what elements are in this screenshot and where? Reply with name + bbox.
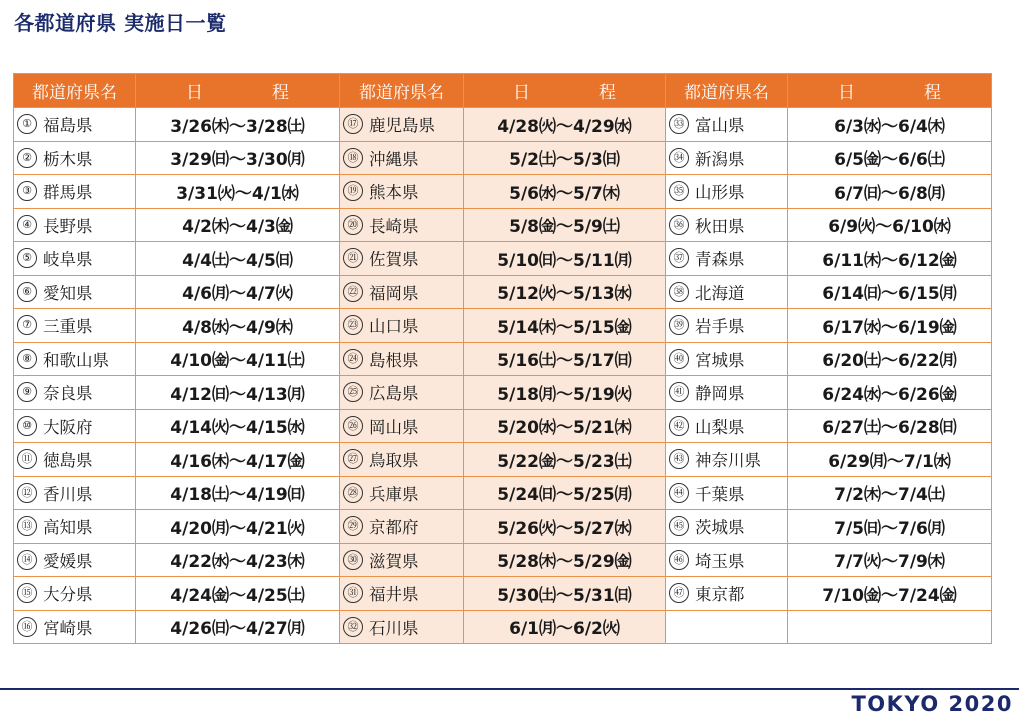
prefecture-cell — [340, 141, 464, 175]
prefecture-name: 島根県 — [369, 350, 419, 370]
prefecture-name: 福岡県 — [369, 283, 419, 303]
schedule-date: 5/16㈯～5/17㈰ — [464, 342, 666, 376]
schedule-date: 6/11㈭～6/12㈮ — [788, 242, 992, 276]
prefecture-name: 岡山県 — [369, 417, 419, 437]
prefecture-cell — [14, 141, 136, 175]
header-prefecture-1: 都道府県名 — [14, 74, 136, 108]
table-row — [14, 610, 992, 644]
prefecture-cell — [666, 242, 788, 276]
order-number-badge: ㊺ — [669, 516, 689, 536]
order-number-badge: ㉜ — [343, 617, 363, 637]
schedule-date: 7/2㈭～7/4㈯ — [788, 476, 992, 510]
prefecture-cell — [340, 376, 464, 410]
table-body — [14, 108, 992, 644]
schedule-date: 5/14㈭～5/15㈮ — [464, 309, 666, 343]
prefecture-name: 香川県 — [43, 484, 93, 504]
prefecture-name: 奈良県 — [43, 384, 93, 404]
schedule-date: 6/9㈫～6/10㈬ — [788, 208, 992, 242]
schedule-date: 4/14㈫～4/15㈬ — [136, 409, 340, 443]
schedule-date: 6/3㈬～6/4㈭ — [788, 108, 992, 142]
prefecture-cell — [666, 543, 788, 577]
order-number-badge: ⑰ — [343, 114, 363, 134]
schedule-date: 4/26㈰～4/27㈪ — [136, 610, 340, 644]
table-row — [14, 376, 992, 410]
schedule-date: 5/12㈫～5/13㈬ — [464, 275, 666, 309]
order-number-badge: ㉕ — [343, 382, 363, 402]
order-number-badge: ㉓ — [343, 315, 363, 335]
prefecture-cell — [340, 108, 464, 142]
prefecture-cell — [666, 175, 788, 209]
schedule-date: 7/10㈮～7/24㈮ — [788, 577, 992, 611]
schedule-date: 4/28㈫～4/29㈬ — [464, 108, 666, 142]
prefecture-name: 佐賀県 — [369, 250, 419, 270]
prefecture-name: 宮城県 — [695, 350, 745, 370]
schedule-date: 4/16㈭～4/17㈮ — [136, 443, 340, 477]
schedule-date: 4/12㈰～4/13㈪ — [136, 376, 340, 410]
prefecture-cell — [14, 108, 136, 142]
table-header-row — [14, 74, 992, 108]
prefecture-name: 広島県 — [369, 384, 419, 404]
schedule-date: 6/27㈯～6/28㈰ — [788, 409, 992, 443]
prefecture-cell — [14, 275, 136, 309]
schedule-date: 5/20㈬～5/21㈭ — [464, 409, 666, 443]
table-row — [14, 108, 992, 142]
schedule-date: 5/28㈭～5/29㈮ — [464, 543, 666, 577]
prefecture-name: 埼玉県 — [695, 551, 745, 571]
prefecture-cell — [14, 309, 136, 343]
prefecture-name: 群馬県 — [43, 183, 93, 203]
schedule-date: 5/2㈯～5/3㈰ — [464, 141, 666, 175]
order-number-badge: ㉖ — [343, 416, 363, 436]
prefecture-cell — [340, 577, 464, 611]
prefecture-name: 青森県 — [695, 250, 745, 270]
header-prefecture-3: 都道府県名 — [666, 74, 788, 108]
prefecture-name: 滋賀県 — [369, 551, 419, 571]
prefecture-cell — [666, 443, 788, 477]
table-row — [14, 543, 992, 577]
order-number-badge: ⑭ — [17, 550, 37, 570]
schedule-date: 3/29㈰～3/30㈪ — [136, 141, 340, 175]
table-row — [14, 175, 992, 209]
prefecture-name: 徳島県 — [43, 451, 93, 471]
schedule-date: 6/1㈪～6/2㈫ — [464, 610, 666, 644]
order-number-badge: ㉘ — [343, 483, 363, 503]
order-number-badge: ㊹ — [669, 483, 689, 503]
order-number-badge: ⑦ — [17, 315, 37, 335]
prefecture-cell — [666, 510, 788, 544]
prefecture-cell — [666, 275, 788, 309]
order-number-badge: ④ — [17, 215, 37, 235]
prefecture-cell — [14, 543, 136, 577]
prefecture-cell — [14, 510, 136, 544]
order-number-badge: ② — [17, 148, 37, 168]
prefecture-cell — [340, 342, 464, 376]
page-title: 各都道府県 実施日一覧 — [14, 11, 227, 35]
prefecture-name: 大阪府 — [43, 417, 93, 437]
order-number-badge: ㉝ — [669, 114, 689, 134]
table-row — [14, 577, 992, 611]
schedule-date: 7/7㈫～7/9㈭ — [788, 543, 992, 577]
prefecture-cell — [666, 610, 788, 644]
schedule-date: 6/14㈰～6/15㈪ — [788, 275, 992, 309]
order-number-badge: ㉚ — [343, 550, 363, 570]
schedule-date: 7/5㈰～7/6㈪ — [788, 510, 992, 544]
prefecture-name: 北海道 — [695, 283, 745, 303]
order-number-badge: ㉞ — [669, 148, 689, 168]
prefecture-name: 愛媛県 — [43, 551, 93, 571]
schedule-date: 3/26㈭～3/28㈯ — [136, 108, 340, 142]
order-number-badge: ⑯ — [17, 617, 37, 637]
order-number-badge: ㊴ — [669, 315, 689, 335]
prefecture-cell — [14, 242, 136, 276]
schedule-date: 5/8㈮～5/9㈯ — [464, 208, 666, 242]
schedule-date: 4/20㈪～4/21㈫ — [136, 510, 340, 544]
schedule-date: 4/24㈮～4/25㈯ — [136, 577, 340, 611]
schedule-date: 5/22㈮～5/23㈯ — [464, 443, 666, 477]
prefecture-cell — [14, 342, 136, 376]
schedule-date: 6/20㈯～6/22㈪ — [788, 342, 992, 376]
order-number-badge: ⑲ — [343, 181, 363, 201]
prefecture-cell — [340, 476, 464, 510]
prefecture-name: 静岡県 — [695, 384, 745, 404]
order-number-badge: ⑥ — [17, 282, 37, 302]
table-row — [14, 510, 992, 544]
schedule-date: 5/18㈪～5/19㈫ — [464, 376, 666, 410]
prefecture-name: 京都府 — [369, 518, 419, 538]
prefecture-cell — [14, 610, 136, 644]
prefecture-cell — [340, 275, 464, 309]
prefecture-cell — [666, 342, 788, 376]
prefecture-cell — [666, 141, 788, 175]
schedule-date: 4/2㈭～4/3㈮ — [136, 208, 340, 242]
prefecture-cell — [340, 242, 464, 276]
prefecture-name: 石川県 — [369, 618, 419, 638]
order-number-badge: ㉗ — [343, 449, 363, 469]
header-schedule-3: 日 程 — [788, 74, 992, 108]
prefecture-cell — [666, 208, 788, 242]
prefecture-cell — [666, 409, 788, 443]
prefecture-name: 山口県 — [369, 317, 419, 337]
order-number-badge: ㊼ — [669, 583, 689, 603]
schedule-date: 4/8㈬～4/9㈭ — [136, 309, 340, 343]
prefecture-name: 長崎県 — [369, 216, 419, 236]
order-number-badge: ㊶ — [669, 382, 689, 402]
order-number-badge: ㉙ — [343, 516, 363, 536]
order-number-badge: ⑮ — [17, 583, 37, 603]
prefecture-cell — [340, 175, 464, 209]
prefecture-cell — [666, 577, 788, 611]
order-number-badge: ⑨ — [17, 382, 37, 402]
prefecture-name: 栃木県 — [43, 149, 93, 169]
schedule-date: 4/10㈮～4/11㈯ — [136, 342, 340, 376]
schedule-date: 4/6㈪～4/7㈫ — [136, 275, 340, 309]
table-row — [14, 275, 992, 309]
order-number-badge: ⑫ — [17, 483, 37, 503]
header-prefecture-2: 都道府県名 — [340, 74, 464, 108]
header-schedule-1: 日 程 — [136, 74, 340, 108]
schedule-date: 6/29㈪～7/1㈬ — [788, 443, 992, 477]
prefecture-name: 富山県 — [695, 116, 745, 136]
order-number-badge: ㉑ — [343, 248, 363, 268]
prefecture-name: 長野県 — [43, 216, 93, 236]
prefecture-name: 鳥取県 — [369, 451, 419, 471]
order-number-badge: ⑪ — [17, 449, 37, 469]
prefecture-name: 福島県 — [43, 116, 93, 136]
order-number-badge: ㉛ — [343, 583, 363, 603]
order-number-badge: ⑳ — [343, 215, 363, 235]
prefecture-name: 東京都 — [695, 585, 745, 605]
prefecture-name: 高知県 — [43, 518, 93, 538]
prefecture-cell — [340, 409, 464, 443]
schedule-date: 3/31㈫～4/1㈬ — [136, 175, 340, 209]
prefecture-cell — [666, 108, 788, 142]
table-row — [14, 309, 992, 343]
table-row — [14, 342, 992, 376]
prefecture-name: 千葉県 — [695, 484, 745, 504]
schedule-date: 6/5㈮～6/6㈯ — [788, 141, 992, 175]
prefecture-name: 福井県 — [369, 585, 419, 605]
prefecture-name: 鹿児島県 — [369, 116, 435, 136]
prefecture-cell — [340, 510, 464, 544]
schedule-date: 4/4㈯～4/5㈰ — [136, 242, 340, 276]
order-number-badge: ⑬ — [17, 516, 37, 536]
table-row — [14, 443, 992, 477]
order-number-badge: ㊱ — [669, 215, 689, 235]
schedule-table — [13, 73, 992, 644]
prefecture-name: 熊本県 — [369, 183, 419, 203]
prefecture-name: 宮崎県 — [43, 618, 93, 638]
prefecture-cell — [340, 208, 464, 242]
order-number-badge: ㊲ — [669, 248, 689, 268]
prefecture-name: 山形県 — [695, 183, 745, 203]
table-row — [14, 141, 992, 175]
prefecture-cell — [340, 610, 464, 644]
schedule-date: 4/22㈬～4/23㈭ — [136, 543, 340, 577]
prefecture-cell — [666, 476, 788, 510]
footer-divider — [0, 688, 1019, 690]
schedule-date: 6/24㈬～6/26㈮ — [788, 376, 992, 410]
prefecture-name: 山梨県 — [695, 417, 745, 437]
order-number-badge: ㉔ — [343, 349, 363, 369]
prefecture-name: 愛知県 — [43, 283, 93, 303]
schedule-date: 5/26㈫～5/27㈬ — [464, 510, 666, 544]
prefecture-name: 和歌山県 — [43, 350, 109, 370]
prefecture-cell — [14, 409, 136, 443]
table-row — [14, 242, 992, 276]
schedule-date: 6/7㈰～6/8㈪ — [788, 175, 992, 209]
prefecture-cell — [14, 577, 136, 611]
prefecture-cell — [14, 476, 136, 510]
order-number-badge: ⑤ — [17, 248, 37, 268]
header-schedule-2: 日 程 — [464, 74, 666, 108]
prefecture-name: 茨城県 — [695, 518, 745, 538]
prefecture-cell — [14, 443, 136, 477]
schedule-date: 5/24㈰～5/25㈪ — [464, 476, 666, 510]
order-number-badge: ① — [17, 114, 37, 134]
schedule-date: 5/10㈰～5/11㈪ — [464, 242, 666, 276]
prefecture-cell — [14, 376, 136, 410]
prefecture-name: 秋田県 — [695, 216, 745, 236]
prefecture-name: 岩手県 — [695, 317, 745, 337]
brand-logo-text: TOKYO 2020 — [851, 692, 1013, 716]
order-number-badge: ㊸ — [669, 449, 689, 469]
prefecture-cell — [340, 443, 464, 477]
order-number-badge: ㊳ — [669, 282, 689, 302]
order-number-badge: ㊷ — [669, 416, 689, 436]
prefecture-cell — [340, 309, 464, 343]
table-row — [14, 208, 992, 242]
schedule-date — [788, 610, 992, 644]
schedule-date: 5/30㈯～5/31㈰ — [464, 577, 666, 611]
prefecture-name: 大分県 — [43, 585, 93, 605]
prefecture-name: 新潟県 — [695, 149, 745, 169]
order-number-badge: ㊵ — [669, 349, 689, 369]
order-number-badge: ㉟ — [669, 181, 689, 201]
table-row — [14, 409, 992, 443]
prefecture-cell — [666, 376, 788, 410]
order-number-badge: ⑱ — [343, 148, 363, 168]
order-number-badge: ⑩ — [17, 416, 37, 436]
schedule-date: 6/17㈬～6/19㈮ — [788, 309, 992, 343]
prefecture-name: 沖縄県 — [369, 149, 419, 169]
prefecture-name: 岐阜県 — [43, 250, 93, 270]
order-number-badge: ㉒ — [343, 282, 363, 302]
prefecture-name: 三重県 — [43, 317, 93, 337]
prefecture-name: 神奈川県 — [695, 451, 761, 471]
order-number-badge: ㊻ — [669, 550, 689, 570]
prefecture-cell — [666, 309, 788, 343]
order-number-badge: ⑧ — [17, 349, 37, 369]
prefecture-cell — [14, 208, 136, 242]
table-row — [14, 476, 992, 510]
prefecture-cell — [340, 543, 464, 577]
prefecture-cell — [14, 175, 136, 209]
order-number-badge: ③ — [17, 181, 37, 201]
schedule-date: 5/6㈬～5/7㈭ — [464, 175, 666, 209]
schedule-date: 4/18㈯～4/19㈰ — [136, 476, 340, 510]
prefecture-name: 兵庫県 — [369, 484, 419, 504]
